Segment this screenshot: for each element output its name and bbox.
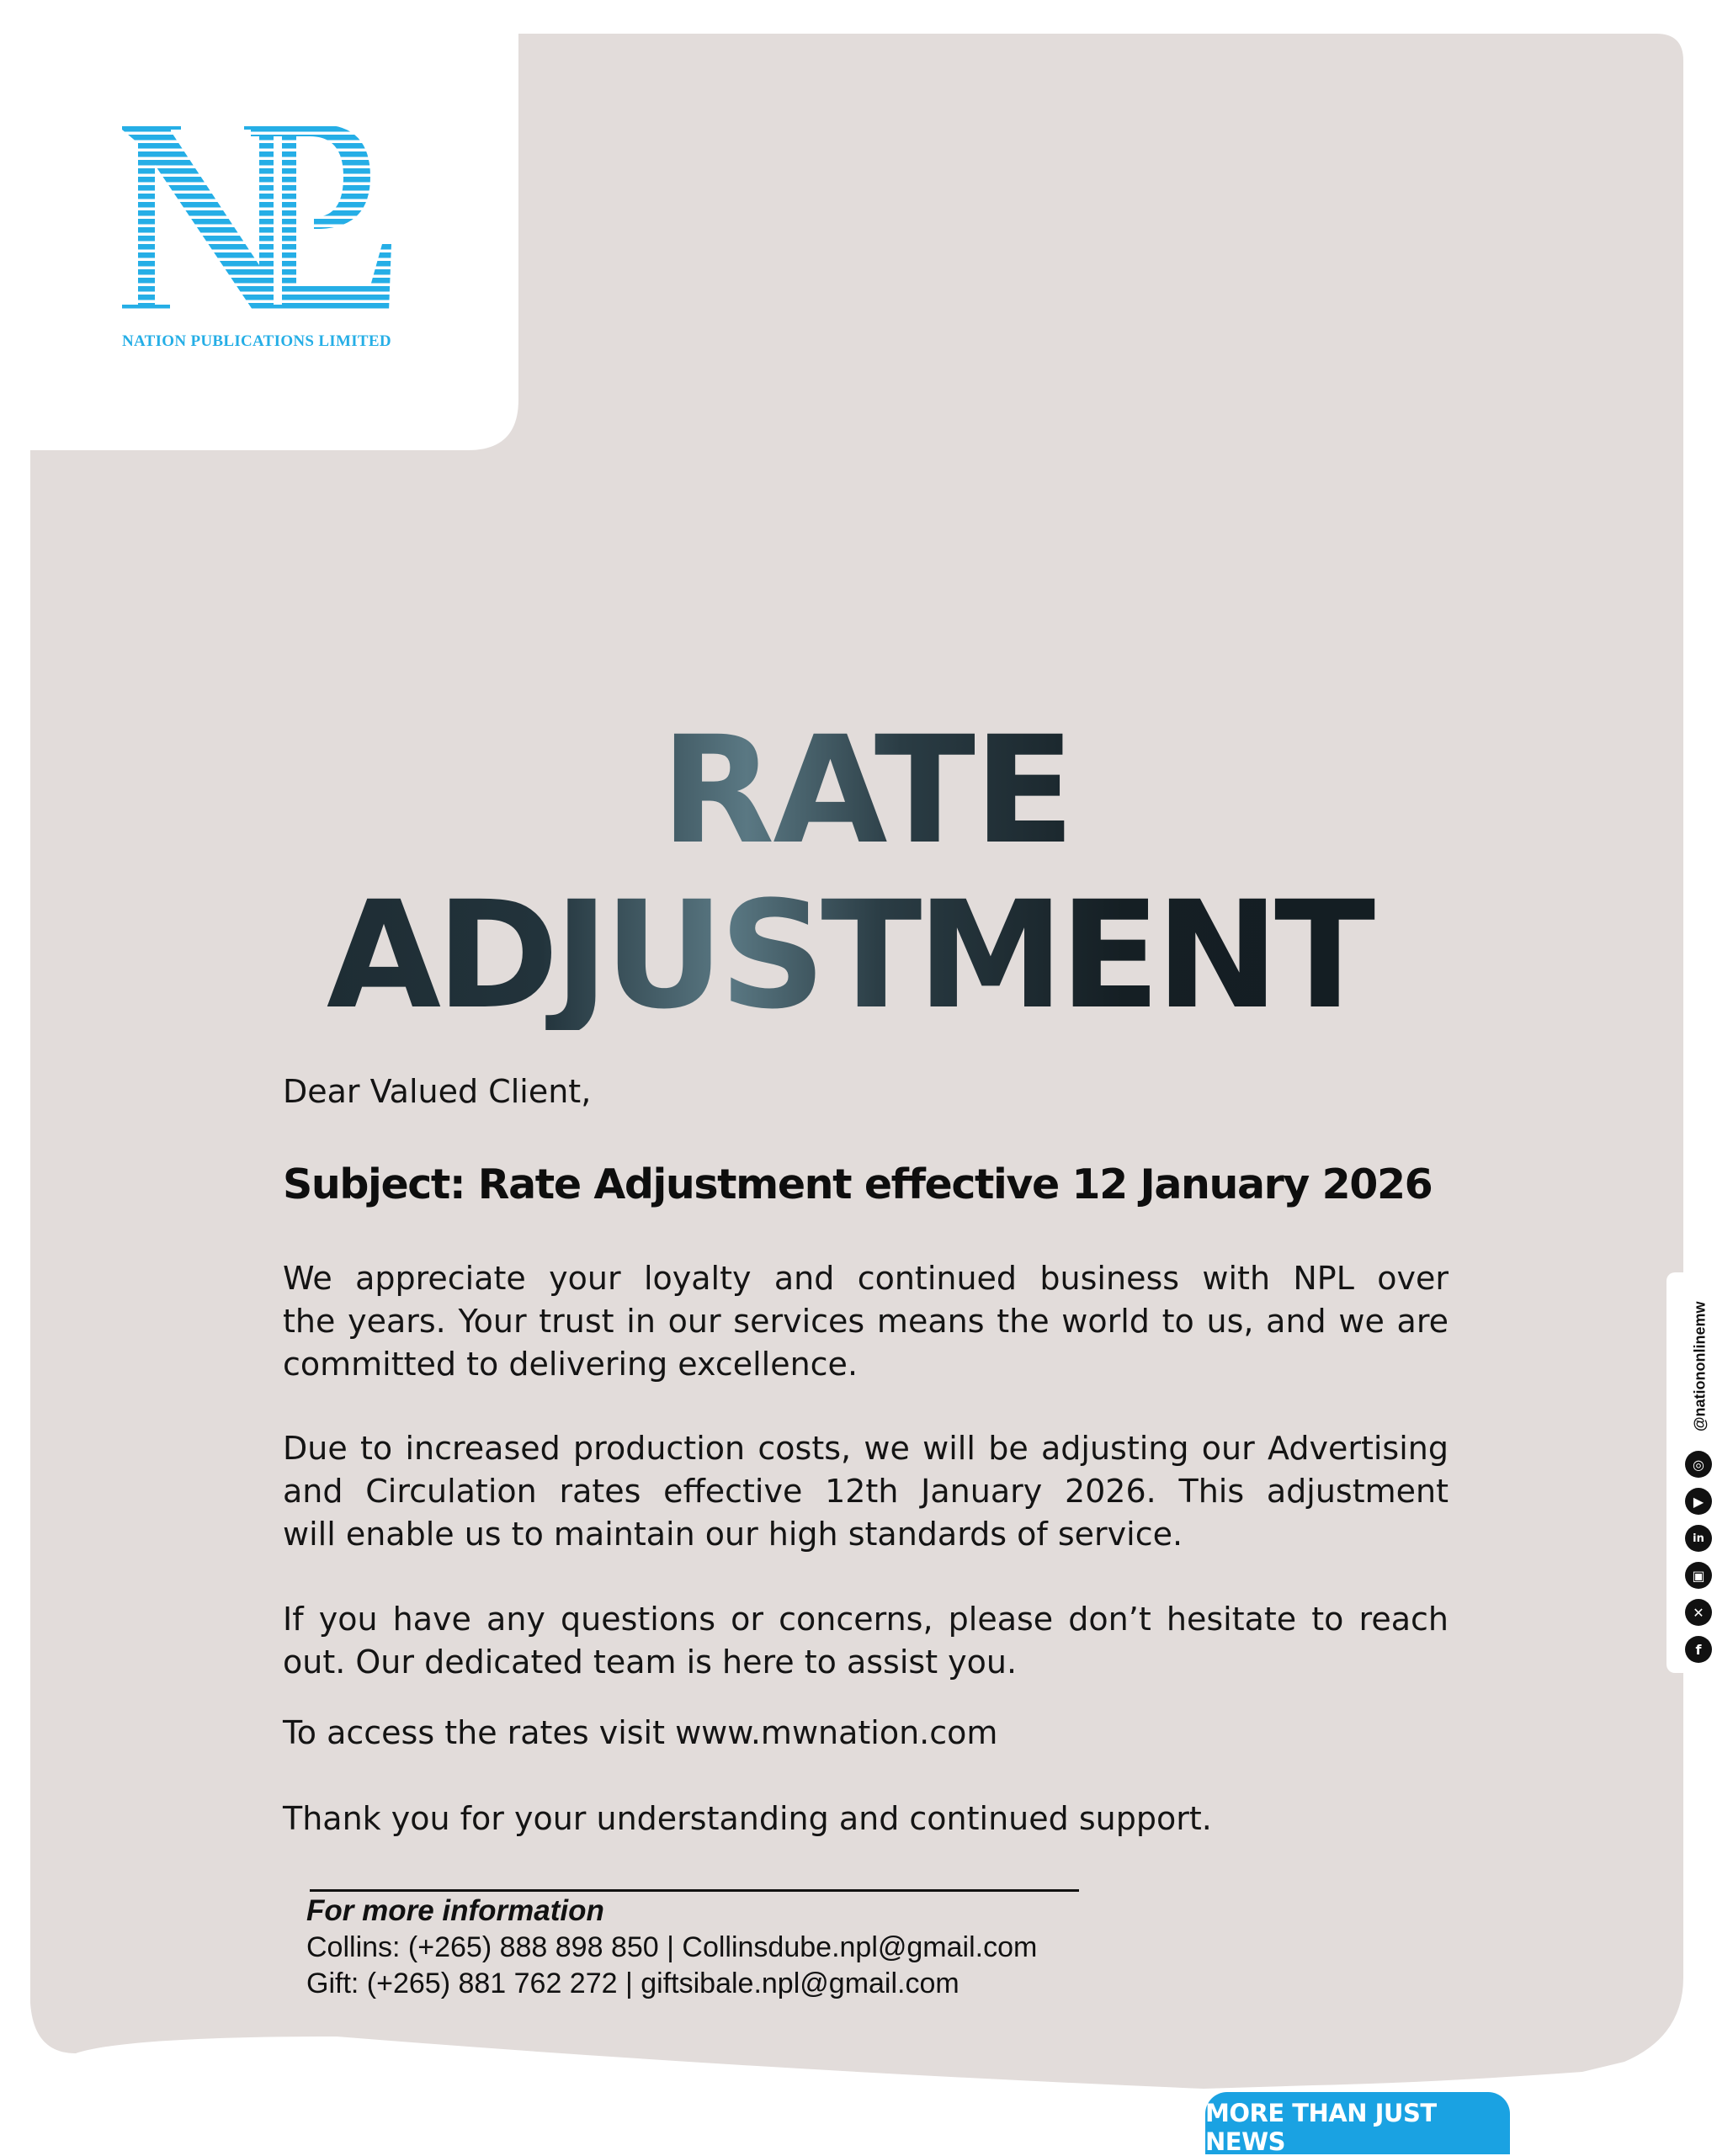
greeting: Dear Valued Client, [283,1073,592,1110]
subject-line: Subject: Rate Adjustment effective 12 January 2026 [283,1160,1433,1208]
contact-gift: Gift: (+265) 881 762 272 | giftsibale.npl@gmail.com [306,1967,960,1999]
headline-line1: RATE [8,717,1717,865]
contact-collins: Collins: (+265) 888 898 850 | Collinsdube.npl@gmail.com [306,1931,1038,1963]
paragraph-1 [283,1257,1449,1386]
paragraph-2 [283,1427,1449,1556]
rates-access-text: To access the rates visit www.mwnation.com [283,1714,998,1751]
x-icon[interactable]: ✕ [1685,1599,1712,1626]
paragraph-line: the years. Your trust in our services means the world to us, and we are [283,1303,1449,1340]
paragraph-line: We appreciate your loyalty and continued business with NPL over [283,1260,1449,1297]
headline-line2: ADJUSTMENT [0,882,1707,1030]
npl-logo-mark [118,118,412,328]
youtube-icon[interactable]: ▶ [1685,1488,1712,1515]
paragraph-line: Due to increased production costs, we will be adjusting our Advertising [283,1430,1449,1467]
paragraph-line: will enable us to maintain our high standards of service. [283,1516,1183,1553]
company-name: NATION PUBLICATIONS LIMITED [122,332,391,350]
social-handle: @nationonlinemw [1691,1301,1709,1432]
facebook-icon[interactable]: f [1685,1636,1712,1663]
tagline: MORE THAN JUST NEWS [1205,2099,1437,2156]
instagram-icon[interactable]: ▣ [1685,1562,1712,1589]
paragraph-line: committed to delivering excellence. [283,1346,858,1383]
web-icon[interactable]: ◎ [1685,1451,1712,1478]
npl-logo [118,118,412,362]
contact-heading: For more information [306,1894,604,1927]
linkedin-icon[interactable]: in [1685,1525,1712,1552]
tagline-badge [1205,2092,1510,2154]
paragraph-line: and Circulation rates effective 12th January 2026. This adjustment [283,1473,1449,1510]
paragraph-line: If you have any questions or concerns, please don’t hesitate to reach [283,1601,1449,1638]
paragraph-3 [283,1598,1449,1684]
divider [310,1889,1079,1892]
paragraph-line: out. Our dedicated team is here to assist you. [283,1644,1018,1681]
thanks-text: Thank you for your understanding and continued support. [283,1800,1212,1837]
